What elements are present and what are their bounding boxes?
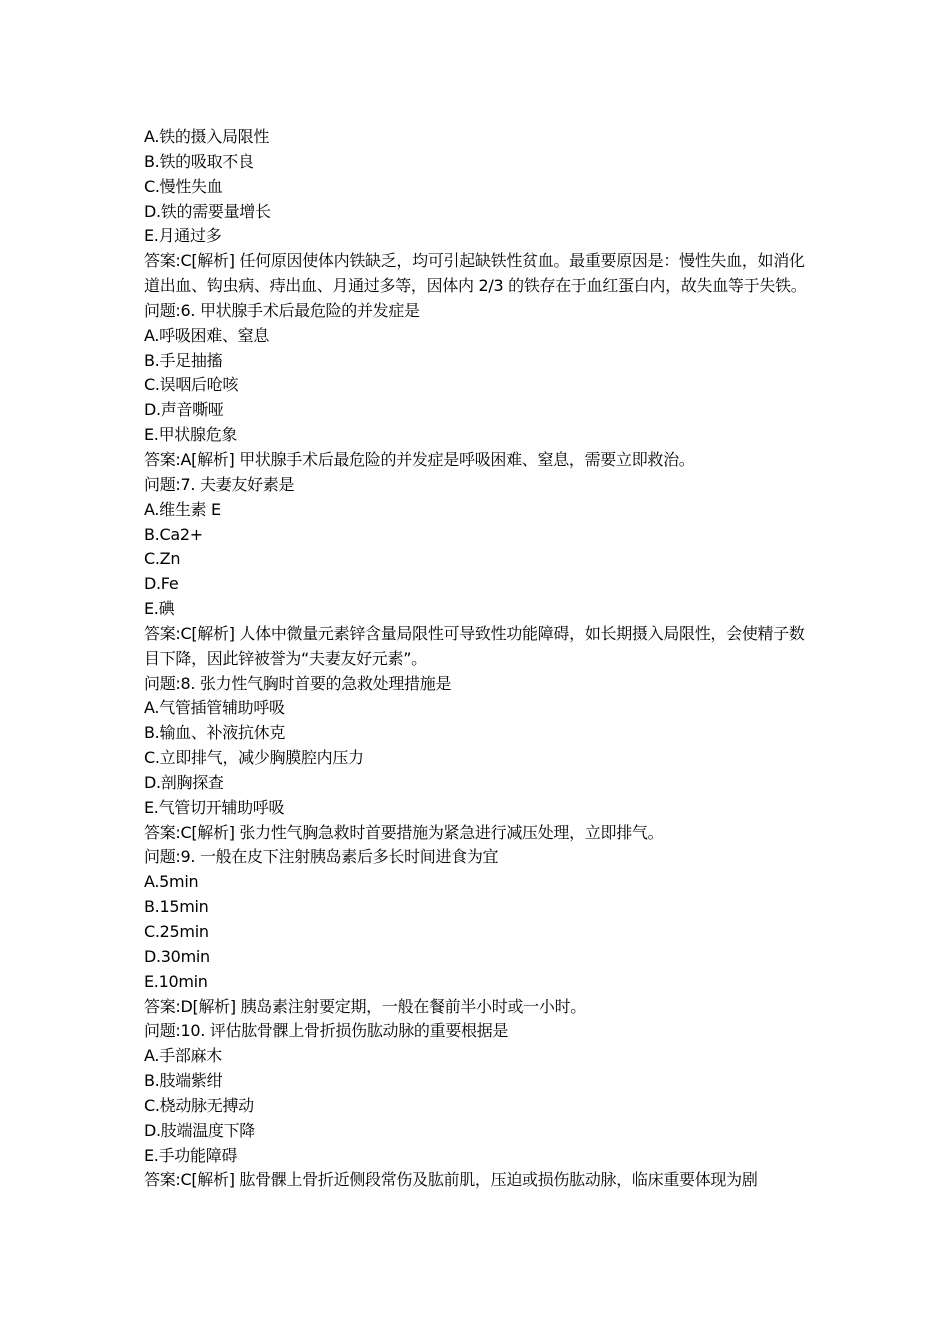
question-6-block [144, 299, 810, 473]
option-d: D.铁的需要量增长 [144, 201, 271, 221]
option-d: D.Fe [144, 574, 179, 594]
answer-explanation: 答案:C[解析] 人体中微量元素锌含量局限性可导致性功能障碍，如长期摄入局限性，会使精子数目下降，因此锌被誉为“夫妻友好元素”。 [144, 623, 805, 668]
option-c: C.桡动脉无搏动 [144, 1095, 254, 1115]
option-a: A.呼吸困难、窒息 [144, 325, 270, 345]
option-e: E.月通过多 [144, 226, 222, 246]
option-a: A.铁的摄入局限性 [144, 127, 270, 146]
option-a: A.手部麻木 [144, 1046, 222, 1066]
option-b: B.铁的吸取不良 [144, 151, 254, 171]
question-5-block [144, 125, 810, 299]
question-10-block [144, 1019, 810, 1193]
option-a: A.5min [144, 872, 199, 892]
option-b: B.肢端紫绀 [144, 1071, 223, 1091]
answer-explanation: 答案:C[解析] 任何原因使体内铁缺乏，均可引起缺铁性贫血。最重要原因是：慢性失血，如消化道出血、钩虫病、痔出血、月通过多等，因体内 2/3 的铁存在于血红蛋白内，故失血等于失铁。 [144, 251, 807, 296]
option-d: D.剖胸探查 [144, 772, 224, 792]
option-c: C.慢性失血 [144, 176, 223, 196]
option-b: B.手足抽搐 [144, 350, 223, 370]
option-a: A.维生素 E [144, 499, 221, 519]
answer-explanation: 答案:A[解析] 甲状腺手术后最危险的并发症是呼吸困难、窒息，需要立即救治。 [144, 449, 695, 469]
question-text: 问题:10. 评估肱骨髁上骨折损伤肱动脉的重要根据是 [144, 1021, 509, 1041]
question-text: 问题:7. 夫妻友好素是 [144, 474, 295, 494]
option-c: C.误咽后呛咳 [144, 375, 239, 395]
option-e: E.10min [144, 971, 208, 991]
option-e: E.甲状腺危象 [144, 425, 238, 445]
option-a: A.气管插管辅助呼吸 [144, 698, 285, 718]
option-b: B.Ca2+ [144, 524, 203, 544]
option-c: C.立即排气，减少胸膜腔内压力 [144, 748, 364, 768]
answer-explanation: 答案:C[解析] 肱骨髁上骨折近侧段常伤及肱前肌，压迫或损伤肱动脉，临床重要体现为剧 [144, 1170, 758, 1190]
option-c: C.Zn [144, 549, 181, 569]
answer-explanation: 答案:D[解析] 胰岛素注射要定期，一般在餐前半小时或一小时。 [144, 996, 586, 1016]
option-d: D.30min [144, 946, 210, 966]
document-body [144, 125, 810, 1193]
option-b: B.输血、补液抗休克 [144, 723, 286, 743]
question-7-block [144, 473, 810, 672]
option-d: D.肢端温度下降 [144, 1120, 256, 1140]
option-e: E.碘 [144, 599, 175, 619]
question-9-block [144, 845, 810, 1019]
question-text: 问题:6. 甲状腺手术后最危险的并发症是 [144, 300, 420, 320]
option-e: E.气管切开辅助呼吸 [144, 797, 285, 817]
question-text: 问题:8. 张力性气胸时首要的急救处理措施是 [144, 673, 452, 693]
option-b: B.15min [144, 897, 209, 917]
option-d: D.声音嘶哑 [144, 400, 224, 420]
option-e: E.手功能障碍 [144, 1145, 238, 1165]
answer-explanation: 答案:C[解析] 张力性气胸急救时首要措施为紧急进行减压处理，立即排气。 [144, 822, 664, 842]
question-text: 问题:9. 一般在皮下注射胰岛素后多长时间进食为宜 [144, 847, 499, 867]
question-8-block [144, 672, 810, 846]
option-c: C.25min [144, 922, 209, 941]
